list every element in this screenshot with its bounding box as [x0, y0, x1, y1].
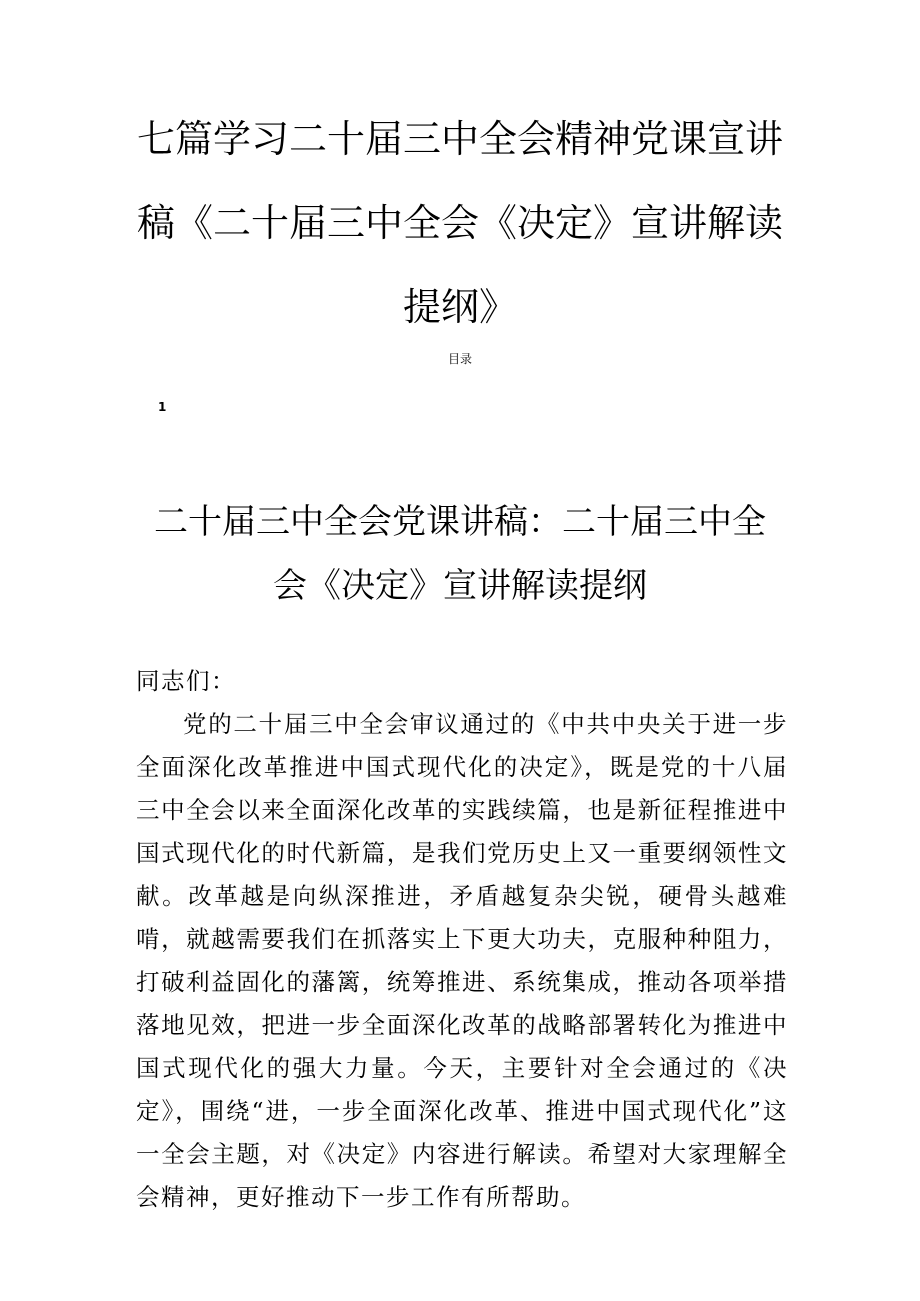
paragraph: 党的二十届三中全会审议通过的《中共中央关于进一步全面深化改革推进中国式现代化的决定》，既是党的十八届三中全会以来全面深化改革的实践续篇，也是新征程推进中国式现代化的时代新篇，是我们党历史上又一重要纲领性文献。改革越是向纵深推进，矛盾越复杂尖锐，硬骨头越难啃，就越需要我们在抓落实上下更大功夫，克服种种阻力，打破利益固化的藩篱，统筹推进、系统集成，推动各项举措落地见效，把进一步全面深化改革的战略部署转化为推进中国式现代化的强大力量。今天，主要针对全会通过的《决定》，围绕“进，一步全面深化改革、推进中国式现代化”这一全会主题，对《决定》内容进行解读。希望对大家理解全会精神，更好推动下一步工作有所帮助。 [136, 710, 788, 1211]
toc-page-number: 1 [158, 400, 167, 414]
document-main-title: 七篇学习二十届三中全会精神党课宣讲稿《二十届三中全会《决定》宣讲解读提纲》 [136, 117, 783, 329]
salutation: 同志们： [136, 667, 236, 695]
toc-label: 目录 [447, 352, 472, 366]
body-text [136, 660, 788, 1219]
section-title: 二十届三中全会党课讲稿：二十届三中全会《决定》宣讲解读提纲 [154, 502, 766, 606]
